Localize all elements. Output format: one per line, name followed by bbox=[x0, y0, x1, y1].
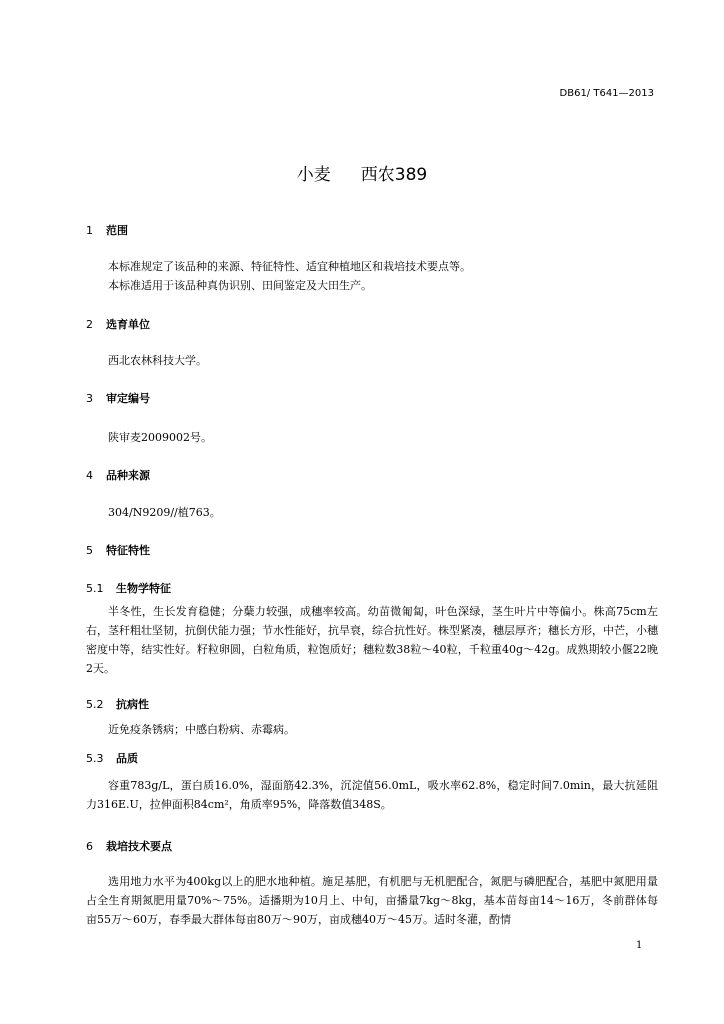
section-heading-cultivation bbox=[86, 838, 172, 854]
paragraph-scope-2: 本标准适用于该品种真伪识别、田间鉴定及大田生产。 bbox=[108, 279, 372, 292]
paragraph-disease: 近免疫条锈病；中感白粉病、赤霉病。 bbox=[108, 723, 295, 736]
subsection-heading-biology bbox=[86, 580, 171, 596]
subsection-title: 品质 bbox=[116, 752, 138, 765]
section-number: 6 bbox=[86, 840, 93, 853]
page-number: 1 bbox=[636, 940, 643, 951]
section-title: 特征特性 bbox=[106, 544, 150, 557]
document-title bbox=[0, 160, 724, 185]
section-number: 1 bbox=[86, 224, 93, 237]
paragraph-quality: 容重783g/L，蛋白质16.0%，湿面筋42.3%，沉淀值56.0mL，吸水率62.8%，稳定时间7.0min，最大抗延阻力316E.U，拉伸面积84cm²，角质率95%，降落数值348S。 bbox=[86, 779, 658, 811]
section-heading-approval bbox=[86, 390, 150, 406]
standard-code: DB61/ T641—2013 bbox=[559, 88, 654, 99]
section-title: 品种来源 bbox=[106, 469, 150, 482]
subsection-title: 抗病性 bbox=[116, 698, 149, 711]
section-heading-scope bbox=[86, 222, 128, 238]
paragraph-approval: 陕审麦2009002号。 bbox=[108, 431, 212, 444]
subsection-title: 生物学特征 bbox=[116, 582, 171, 595]
paragraph-scope-1: 本标准规定了该品种的来源、特征特性、适宜种植地区和栽培技术要点等。 bbox=[108, 260, 471, 273]
paragraph-origin: 304/N9209//植763。 bbox=[108, 506, 221, 519]
subsection-number: 5.1 bbox=[86, 582, 104, 595]
section-number: 3 bbox=[86, 392, 93, 405]
subsection-heading-quality bbox=[86, 750, 138, 766]
paragraph-biology: 半冬性，生长发育稳健；分蘖力较强，成穗率较高。幼苗微匍匐，叶色深绿，茎生叶片中等偏小。株高75cm左右，茎秆粗壮坚韧，抗倒伏能力强；节水性能好，抗旱衰，综合抗性好。株型紧凑，穗层厚齐；穗长方形，中芒，小穗密度中等，结实性好。籽粒卵圆，白粒角质，粒饱质好；穗粒数38粒～40粒，千粒重40g～42g。成熟期较小偃22晚2天。 bbox=[86, 605, 658, 675]
subsection-heading-disease bbox=[86, 696, 149, 712]
title-crop: 小麦 bbox=[296, 165, 331, 185]
paragraph-cultivation: 选用地力水平为400kg以上的肥水地种植。施足基肥，有机肥与无机肥配合，氮肥与磷肥配合，基肥中氮肥用量占全生育期氮肥用量70%～75%。适播期为10月上、中旬，亩播量7kg～8kg，基本苗每亩14～16万，冬前群体每亩55万～60万，春季最大群体每亩80万～90万，亩成穗40万～45万。适时冬灌，酌情 bbox=[86, 875, 658, 926]
section-title: 审定编号 bbox=[106, 392, 150, 405]
subsection-number: 5.3 bbox=[86, 752, 104, 765]
title-variety: 西农389 bbox=[360, 165, 428, 185]
section-number: 4 bbox=[86, 469, 93, 482]
paragraph-breeder: 西北农林科技大学。 bbox=[108, 354, 207, 367]
section-title: 栽培技术要点 bbox=[106, 840, 172, 853]
section-heading-origin bbox=[86, 467, 150, 483]
section-title: 选育单位 bbox=[106, 318, 150, 331]
section-number: 2 bbox=[86, 318, 93, 331]
section-heading-breeder bbox=[86, 316, 150, 332]
section-title: 范围 bbox=[106, 224, 128, 237]
section-heading-characteristics bbox=[86, 542, 150, 558]
section-number: 5 bbox=[86, 544, 93, 557]
subsection-number: 5.2 bbox=[86, 698, 104, 711]
